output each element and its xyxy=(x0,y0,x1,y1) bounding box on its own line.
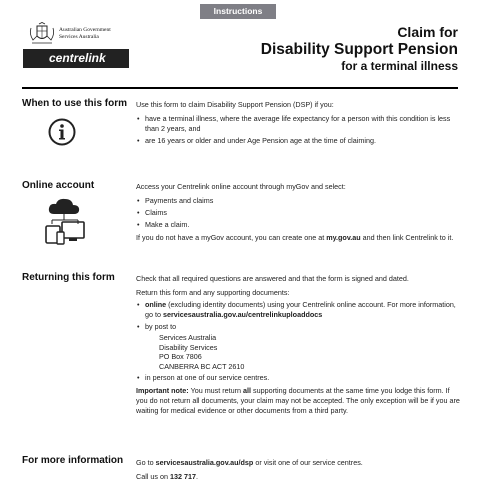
more-call: Call us on 132 717. xyxy=(136,472,198,480)
returning-content xyxy=(136,274,462,420)
when-intro: Use this form to claim Disability Support Pension (DSP) if you: xyxy=(136,100,334,109)
header-divider xyxy=(22,87,458,89)
more-go: Go to servicesaustralia.gov.au/dsp or visit one of our service centres. xyxy=(136,458,363,467)
more-content xyxy=(136,458,462,480)
returning-check: Check that all required questions are answered and that the form is signed and dated. xyxy=(136,274,409,283)
return-post-item: • by post to Services Australia Disability Services PO Box 7806 CANBERRA BC ACT 2610 xyxy=(136,322,462,371)
page-title xyxy=(261,24,458,74)
when-content xyxy=(136,100,462,149)
online-item-3: • Make a claim. xyxy=(136,220,462,230)
cloud-devices-icon xyxy=(42,196,88,246)
instructions-tab: Instructions xyxy=(200,4,276,19)
dsp-link[interactable]: servicesaustralia.gov.au/dsp xyxy=(155,458,254,467)
centrelink-logo: centrelink xyxy=(23,49,129,68)
when-heading: When to use this form xyxy=(22,98,127,109)
online-item-2: • Claims xyxy=(136,208,462,218)
title-line2: Disability Support Pension xyxy=(260,41,458,58)
postal-address: Services Australia Disability Services PO Box 7806 CANBERRA BC ACT 2610 xyxy=(159,333,245,371)
return-inperson-item: • in person at one of our service centres. xyxy=(136,373,462,383)
government-logo xyxy=(28,22,128,48)
important-note: Important note: You must return all supporting documents at the same time you lodge this form. If you do not return all documents, your claim may not be accepted. The only exception will be if you are waiting for medical evidence or other documents from a third party. xyxy=(136,386,460,415)
when-bullet-2: • are 16 years or older and under Age Pension age at the time of claiming. xyxy=(136,136,462,146)
online-heading: Online account xyxy=(22,180,95,191)
online-note: If you do not have a myGov account, you can create one at my.gov.au and then link Centrelink to it. xyxy=(136,233,454,242)
online-intro: Access your Centrelink online account through myGov and select: xyxy=(136,182,346,191)
return-online-item: • online (excluding identity documents) using your Centrelink online account. For more information, go to servicesaustralia.gov.au/centrelinkuploaddocs xyxy=(136,300,462,320)
upload-docs-link[interactable]: servicesaustralia.gov.au/centrelinkuploaddocs xyxy=(162,310,323,319)
gov-line1: Australian Government xyxy=(59,27,111,33)
when-bullet-1: • have a terminal illness, where the average life expectancy for a person with this condition is less than 2 years, and xyxy=(136,114,462,134)
mygov-link[interactable]: my.gov.au xyxy=(326,233,361,242)
phone-number[interactable]: 132 717 xyxy=(169,472,196,480)
online-item-1: • Payments and claims xyxy=(136,196,462,206)
title-line3: for a terminal illness xyxy=(341,59,458,73)
online-content xyxy=(136,182,462,247)
title-line1: Claim for xyxy=(397,24,458,40)
returning-heading: Returning this form xyxy=(22,272,115,283)
more-heading: For more information xyxy=(22,455,124,466)
crest-icon xyxy=(28,22,56,46)
info-icon xyxy=(48,118,76,146)
returning-intro: Return this form and any supporting documents: xyxy=(136,288,290,297)
gov-line2: Services Australia xyxy=(59,34,99,40)
